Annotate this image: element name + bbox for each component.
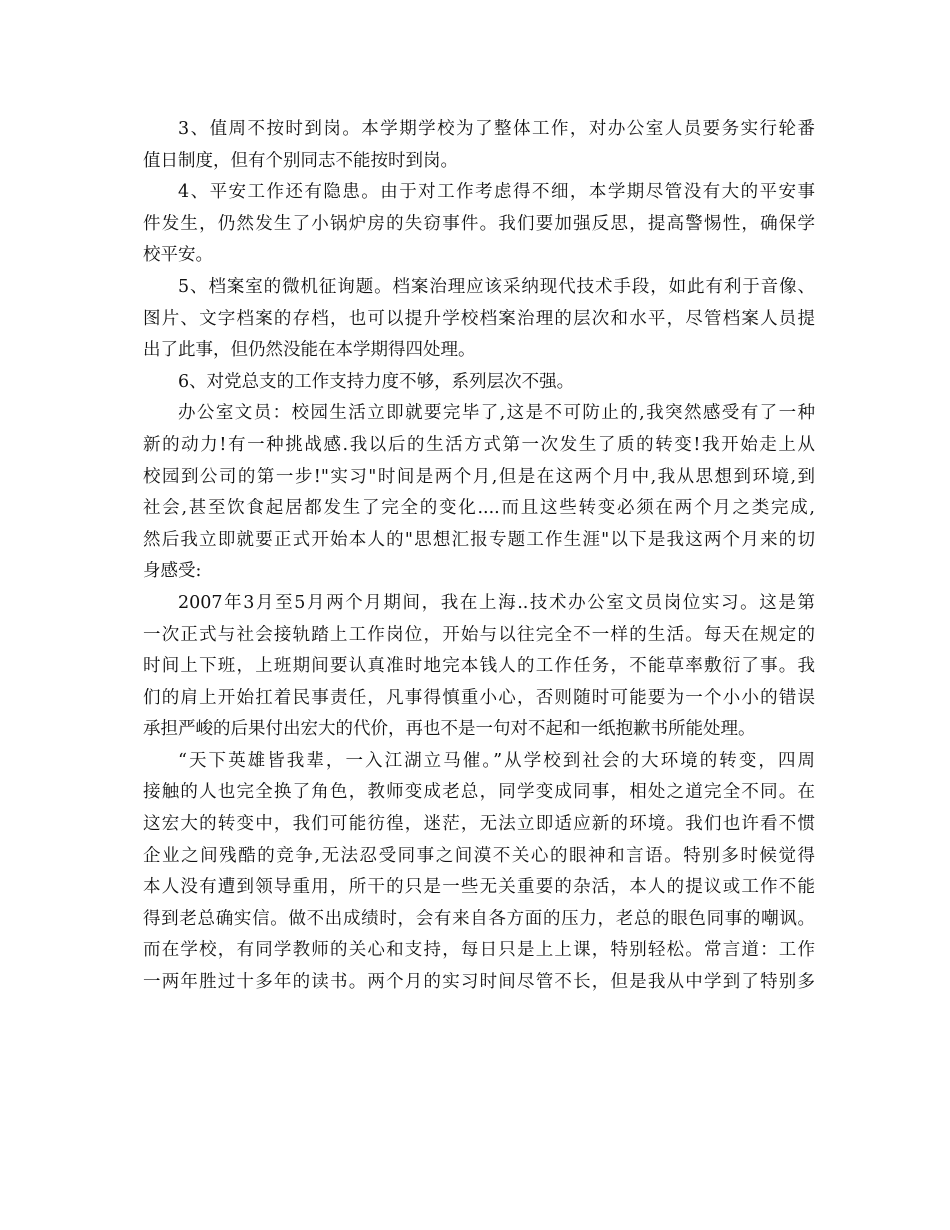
text-line: 值日制度，但有个别同志不能按时到岗。 <box>143 150 458 171</box>
text-line: 5、档案室的微机征询题。档案治理应该采纳现代技术手段，如此有利于音像、 <box>178 276 815 297</box>
text-line: “天下英雄皆我辈，一入江湖立马催。”从学校到社会的大环境的转变，四周 <box>178 750 815 771</box>
text-line: 件发生，仍然发生了小锅炉房的失窃事件。我们要加强反思，提高警惕性，确保学 <box>143 213 815 234</box>
text-line: 这宏大的转变中，我们可能彷徨，迷茫，无法立即适应新的环境。我们也许看不惯 <box>143 814 815 835</box>
text-line: 校园到公司的第一步!"实习"时间是两个月,但是在这两个月中,我从思想到环境,到 <box>143 466 815 487</box>
text-line: 图片、文字档案的存档，也可以提升学校档案治理的层次和水平，尽管档案人员提 <box>143 308 815 329</box>
text-line: 3、值周不按时到岗。本学期学校为了整体工作，对办公室人员要务实行轮番 <box>178 119 815 139</box>
text-line: 社会,甚至饮食起居都发生了完全的变化....而且这些转变必须在两个月之类完成, <box>143 498 815 519</box>
text-line: 接触的人也完全换了角色，教师变成老总，同学变成同事，相处之道完全不同。在 <box>143 782 815 803</box>
text-line: 4、平安工作还有隐患。由于对工作考虑得不细，本学期尽管没有大的平安事 <box>178 182 815 203</box>
text-line: 校平安。 <box>143 245 213 266</box>
text-line: 时间上下班，上班期间要认真准时地完本钱人的工作任务，不能草率敷衍了事。我 <box>143 656 815 677</box>
document-body <box>143 114 815 999</box>
text-line: 得到老总确实信。做不出成绩时，会有来自各方面的压力，老总的眼色同事的嘲讽。 <box>143 908 815 929</box>
text-line: 2007年3月至5月两个月期间，我在上海..技术办公室文员岗位实习。这是第 <box>178 592 815 613</box>
text-line: 承担严峻的后果付出宏大的代价，再也不是一句对不起和一纸抱歉书所能处理。 <box>143 719 756 740</box>
text-line: 们的肩上开始扛着民事责任，凡事得慎重小心，否则随时可能要为一个小小的错误 <box>143 687 815 708</box>
text-line: 出了此事，但仍然没能在本学期得四处理。 <box>143 340 476 361</box>
text-line: 6、对党总支的工作支持力度不够，系列层次不强。 <box>178 371 575 392</box>
text-line: 一两年胜过十多年的读书。两个月的实习时间尽管不长，但是我从中学到了特别多 <box>143 972 815 993</box>
text-line: 身感受: <box>143 561 202 582</box>
text-line: 新的动力!有一种挑战感.我以后的生活方式第一次发生了质的转变!我开始走上从 <box>143 434 815 455</box>
text-line: 本人没有遭到领导重用，所干的只是一些无关重要的杂活，本人的提议或工作不能 <box>143 877 815 898</box>
text-line: 企业之间残酷的竞争,无法忍受同事之间漠不关心的眼神和言语。特别多时候觉得 <box>143 845 815 866</box>
text-line: 然后我立即就要正式开始本人的"思想汇报专题工作生涯"以下是我这两个月来的切 <box>143 529 815 550</box>
text-line: 办公室文员：校园生活立即就要完毕了,这是不可防止的,我突然感受有了一种 <box>178 403 815 424</box>
text-line: 而在学校，有同学教师的关心和支持，每日只是上上课，特别轻松。常言道：工作 <box>143 940 815 961</box>
text-line: 一次正式与社会接轨踏上工作岗位，开始与以往完全不一样的生活。每天在规定的 <box>143 624 815 645</box>
